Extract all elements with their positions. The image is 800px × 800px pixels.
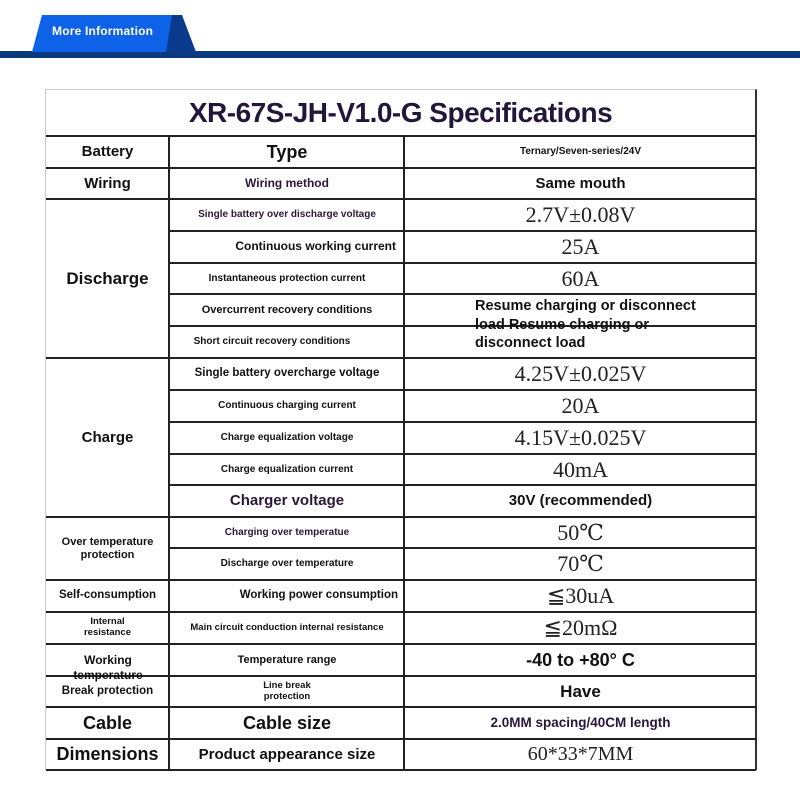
item-short-circuit-recovery: Short circuit recovery conditions: [193, 336, 351, 348]
item-instantaneous-protection-current: Instantaneous protection current: [208, 272, 366, 284]
value-continuous-charging-current: 20A: [561, 393, 600, 419]
value-product-appearance-size: 60*33*7MM: [527, 743, 634, 765]
category-dimensions: Dimensions: [56, 744, 159, 765]
value-main-circuit-resistance: ≦20mΩ: [543, 615, 618, 641]
value-instantaneous-protection-current: 60A: [561, 265, 600, 291]
value-discharge-over-temperature: 70℃: [557, 551, 604, 577]
item-main-circuit-resistance: Main circuit conduction internal resistance: [190, 621, 384, 633]
category-discharge: Discharge: [66, 268, 149, 288]
item-type: Type: [266, 141, 308, 162]
category-break-protection: Break protection: [61, 685, 154, 698]
value-recovery-conditions: Resume charging or disconnect load Resume charging or disconnect load: [475, 298, 696, 351]
item-cable-size: Cable size: [242, 712, 332, 733]
item-product-appearance-size: Product appearance size: [198, 745, 376, 763]
item-continuous-working-current: Continuous working current: [235, 239, 396, 254]
item-overcharge-voltage: Single battery overcharge voltage: [194, 367, 380, 380]
category-wiring: Wiring: [84, 174, 131, 192]
spec-table: [45, 89, 757, 770]
value-continuous-working-current: 25A: [561, 234, 600, 260]
item-continuous-charging-current: Continuous charging current: [218, 400, 356, 412]
category-charge: Charge: [81, 428, 134, 446]
item-temperature-range: Temperature range: [237, 653, 337, 666]
category-self-consumption: Self-consumption: [58, 589, 157, 602]
value-over-discharge-voltage: 2.7V±0.08V: [525, 202, 636, 228]
value-cable-size: 2.0MM spacing/40CM length: [490, 715, 671, 731]
item-line-break-protection: Line break protection: [263, 679, 311, 702]
value-temperature-range: -40 to +80° C: [526, 649, 635, 670]
item-over-discharge-voltage: Single battery over discharge voltage: [198, 209, 376, 221]
category-working-temperature: Working temperature: [73, 653, 143, 682]
table-bottom-border: [46, 769, 756, 771]
item-wiring-method: Wiring method: [245, 175, 329, 190]
category-over-temperature: Over temperature protection: [61, 535, 154, 561]
value-charge-equalization-voltage: 4.15V±0.025V: [514, 425, 647, 451]
item-charge-equalization-voltage: Charge equalization voltage: [220, 432, 354, 444]
category-internal-resistance: Internal resistance: [83, 616, 131, 638]
item-charging-over-temperature: Charging over temperatue: [224, 526, 350, 538]
header-bar: [0, 51, 800, 58]
value-overcharge-voltage: 4.25V±0.025V: [514, 361, 647, 387]
item-discharge-over-temperature: Discharge over temperature: [220, 558, 354, 570]
more-information-tab[interactable]: [30, 15, 196, 52]
value-charger-voltage: 30V (recommended): [508, 492, 653, 510]
value-working-power-consumption: ≦30uA: [546, 583, 615, 609]
item-working-power-consumption: Working power consumption: [239, 589, 398, 602]
item-overcurrent-recovery: Overcurrent recovery conditions: [201, 303, 373, 316]
item-charger-voltage: Charger voltage: [229, 492, 345, 510]
spec-title: XR-67S-JH-V1.0-G Specifications: [188, 97, 613, 128]
tab-label: More Information: [52, 24, 154, 38]
value-wiring-method: Same mouth: [535, 174, 626, 192]
value-type: Ternary/Seven-series/24V: [519, 146, 641, 158]
item-charge-equalization-current: Charge equalization current: [220, 463, 354, 475]
category-cable: Cable: [82, 712, 133, 733]
value-line-break-protection: Have: [560, 681, 601, 701]
category-battery: Battery: [81, 143, 134, 161]
value-charging-over-temperature: 50℃: [557, 519, 604, 545]
value-charge-equalization-current: 40mA: [553, 456, 608, 482]
